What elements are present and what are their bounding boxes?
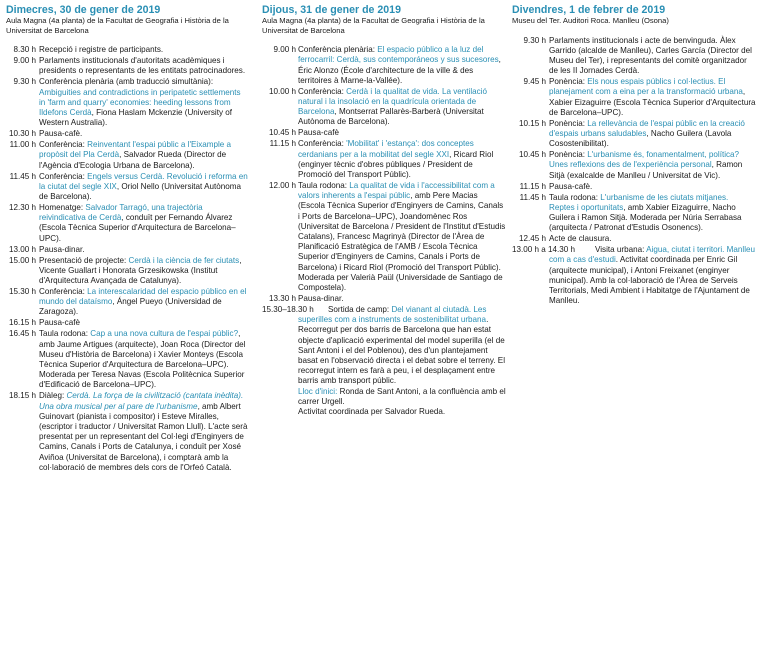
- schedule-entry: [262, 181, 506, 293]
- entry-text: Recepció i registre de participants.: [39, 45, 164, 55]
- entry-detail: , Fiona Haslam Mckenzie (University of Western Australia).: [39, 108, 232, 128]
- entry-time: 11.45 h: [9, 171, 36, 181]
- entry-time: 15.30 h: [8, 287, 36, 297]
- schedule-entry: [512, 245, 756, 306]
- schedule-entry: [6, 329, 248, 390]
- entry-time: 9.45 h: [523, 77, 546, 87]
- day-heading: Divendres, 1 de febrer de 2019: [512, 4, 666, 16]
- schedule-entry: [6, 56, 248, 76]
- day-column-thursday: [262, 4, 506, 418]
- entry-time: 8.30 h: [13, 45, 36, 55]
- schedule-entry: [512, 36, 756, 77]
- schedule-entry: [6, 172, 248, 203]
- entry-title: L'urbanisme de les ciutats mitjanes. Reptes i oportunitats: [549, 192, 729, 212]
- entry-title: El espacio público a la luz del ferrocarril: Cerdà, sus contemporáneos y sus sucesores: [298, 45, 499, 65]
- entry-time: 11.15 h: [519, 181, 546, 191]
- entry-detail: . Recorregut per dos barris de Barcelona que han estat objecte d'aplicació experimental del model superilla (el de Sant Antoni i el del Poblenou), des d'un plantejament basat en l'observació directa i el debat sobre el terreny. El recorregut intern es farà a peu, i el desplaçament entre barris amb transport públic.: [298, 315, 505, 386]
- entry-title: Ambiguities and contradictions in peripatetic settlements in 'farm and quarry' economies: heeding lessons from Ildefons Cerdà: [39, 87, 241, 117]
- entry-text: Pausa-cafè.: [549, 181, 593, 191]
- schedule-entry: [512, 234, 756, 244]
- entry-time: 10.15 h: [518, 118, 546, 128]
- entry-time: 10.00 h: [268, 86, 296, 96]
- entry-detail: , Ricard Riol (enginyer tècnic d'obres públiques / President de Promoció del Transport Públic).: [298, 149, 494, 180]
- entry-time: 15.00 h: [8, 255, 36, 265]
- schedule-entry: [262, 45, 506, 86]
- entry-title: Reinventant l'espai públic a l'Eixample a propòsit del Pla Cerdà: [39, 140, 232, 160]
- entry-time: 9.00 h: [13, 56, 36, 66]
- entry-text: Taula rodona:: [298, 181, 350, 191]
- day-column-friday: [512, 4, 756, 307]
- schedule-entry: [6, 318, 248, 328]
- entry-text: Parlaments institucionals i acte de benvinguda. Àlex Garrido (alcalde de Manlleu), Carles García (Director del Museu del Ter), i representants del comitè organitzador de les II Jornades Cerdà.: [549, 35, 752, 76]
- entry-text: Ponència:: [549, 77, 588, 87]
- entry-text: Parlaments institucionals d'autoritats acadèmiques i presidents o representants de les entitats patrocinadores.: [39, 56, 246, 76]
- entry-time: 11.15 h: [269, 139, 296, 149]
- schedule-entry: [262, 305, 506, 417]
- entry-title: La rellevància de l'espai públic en la creació d'espais urbans saludables: [549, 118, 745, 139]
- start-place-label: Lloc d'inici:: [298, 386, 338, 396]
- schedule-entry: [512, 77, 756, 118]
- entry-time: 11.45 h: [519, 192, 546, 202]
- entry-detail: , Salvador Rueda (Director de l'Agència d'Ecologia Urbana de Barcelona).: [39, 150, 227, 170]
- entry-title: La interescalaridad del espacio público en el mundo del dataísmo: [39, 287, 247, 307]
- coordinator-text: Activitat coordinada per Salvador Rueda.: [298, 407, 446, 417]
- entry-time: 15.30–18.30 h: [262, 305, 314, 315]
- schedule-entry: [6, 391, 248, 473]
- entry-time: 13.00 h: [8, 244, 36, 254]
- schedule-entry: [262, 294, 506, 304]
- entry-title: Del vianant al ciutadà. Les superilles com a instruments de sostenibilitat urbana: [298, 305, 487, 325]
- start-place-text: Ronda de Sant Antoni, a la confluència amb el carrer Urgell.: [298, 386, 506, 406]
- entry-time: 9.30 h: [523, 35, 546, 45]
- entry-text: Conferència:: [39, 140, 88, 150]
- entry-detail: . Activitat coordinada per Enric Gil (arquitecte municipal), i Antoni Freixanet (enginyer municipal). Amb la col·laboració de l'Àrea de Serveis Territorials, Medi Ambient i Habitatge de l'Ajuntament de Manlleu.: [549, 255, 750, 306]
- schedule-entry: [512, 150, 756, 181]
- entry-detail: , amb Albert Guinovart (pianista i compositor) i Esteve Miralles, (escriptor i traductor / Universitat Ramon Llull). L'acte serà presentat per un representant del Col·legi d'Enginyers de Camins, Canals i Ports de Catalunya, i conduït per Xosé Aviñoa (Universitat de Barcelona), i comptarà amb la col·laboració de membres dels cors de l'Orfeó Català.: [39, 401, 248, 472]
- entry-text: Visita urbana:: [595, 245, 647, 255]
- entry-text: Conferència:: [39, 287, 88, 297]
- entry-text: Pausa-dinar.: [298, 294, 344, 304]
- schedule-entry: [6, 245, 248, 255]
- entry-detail: , Montserrat Pallarès-Barberà (Universitat Autònoma de Barcelona).: [298, 107, 484, 127]
- entry-title: Els nous espais públics i col·lectius. El planejament com a eina per a la transformació urbana: [549, 77, 743, 97]
- entry-detail: , Ángel Pueyo (Universidad de Zaragoza).: [39, 297, 222, 317]
- day-heading: Dimecres, 30 de gener de 2019: [6, 4, 161, 16]
- entry-text: Conferència:: [39, 171, 88, 181]
- entry-text: Sortida de camp:: [328, 305, 392, 315]
- entry-time: 12.30 h: [8, 203, 36, 213]
- entry-title: Engels versus Cerdà. Revolució i reforma en la ciutat del segle XIX: [39, 171, 248, 191]
- entry-text: Conferència plenària (amb traducció simultània):: [39, 77, 214, 87]
- entry-text: Pausa-cafè: [298, 128, 339, 138]
- day-heading: Dijous, 31 de gener de 2019: [262, 4, 401, 16]
- schedule-entry: [262, 87, 506, 128]
- entry-detail: , amb Xabier Eizaguirre, Nacho Guilera i Ramon Sitjà. Moderada per Núria Serrabasa (arquitecta / Patronat d'Estudis Osonencs).: [549, 202, 742, 233]
- entry-detail: , amb Jaume Artigues (arquitecte), Joan Roca (Director del Museu d'Història de Barcelona) i Xavier Monteys (Escola Tècnica Superior d'Arquitectura de Barcelona–UPC). Moderada per Teresa Navas (Escola Politècnica Superior d'Edificació de Barcelona–UPC).: [39, 329, 246, 390]
- entry-text: Conferència:: [298, 86, 347, 96]
- entry-detail: , Xabier Eizaguirre (Escola Tècnica Superior d'Arquitectura de Barcelona–UPC).: [549, 87, 756, 117]
- entry-text: Pausa-cafè.: [39, 129, 83, 139]
- entry-time: 12.45 h: [518, 234, 546, 244]
- entry-text: Pausa-cafè: [39, 318, 80, 328]
- entry-text: Ponència:: [549, 150, 588, 160]
- entry-title: Cerdà. La força de la civilització (cantata inèdita). Una obra musical per al pare de l'urbanisme: [39, 391, 244, 411]
- entry-title: Cerdà i la ciència de fer ciutats: [128, 255, 240, 265]
- entry-text: Conferència:: [298, 139, 347, 149]
- entry-time: 13.00 h a 14.30 h: [512, 245, 576, 255]
- schedule-entry: [262, 139, 506, 180]
- entry-detail: , Vicente Guallart i Honorata Grzesikowska (Institut d'Arquitectura Avançada de Catalunya).: [39, 255, 242, 286]
- schedule-entry: [6, 287, 248, 318]
- entry-detail: , Éric Alonzo (École d'architecture de la ville & des territoires à Marne-la-Vallée).: [298, 55, 501, 85]
- schedule-entry: [6, 45, 248, 55]
- entry-text: Diàleg:: [39, 391, 67, 401]
- entry-title: La qualitat de vida i l'accessibilitat com a valors inherents a l'espai públic: [298, 181, 495, 201]
- entry-time: 16.15 h: [8, 318, 36, 328]
- entry-text: Presentació de projecte:: [39, 255, 129, 265]
- schedule-entry: [6, 129, 248, 139]
- entry-text: Ponència:: [549, 118, 588, 128]
- schedule-entry: [512, 193, 756, 234]
- venue-text: Museu del Ter. Auditori Roca. Manlleu (Osona): [512, 16, 669, 25]
- entry-detail: , Oriol Nello (Universitat Autònoma de Barcelona).: [39, 181, 241, 202]
- entry-detail: , Ramon Sitjà (exalcalde de Manlleu / Universitat de Vic).: [549, 160, 743, 180]
- entry-time: 10.30 h: [8, 129, 36, 139]
- entry-time: 9.00 h: [273, 45, 296, 55]
- schedule-entry: [6, 203, 248, 244]
- entry-time: 13.30 h: [268, 294, 296, 304]
- entry-text: Homenatge:: [39, 203, 86, 213]
- entry-time: 9.30 h: [13, 77, 36, 87]
- entry-time: 18.15 h: [8, 391, 36, 401]
- entry-time: 10.45 h: [268, 128, 296, 138]
- schedule-entry: [512, 182, 756, 192]
- entry-text: Conferència plenària:: [298, 45, 378, 55]
- venue-text: Aula Magna (4a planta) de la Facultat de Geografia i Història de la Universitat de Barcelona: [6, 16, 229, 35]
- entry-text: Pausa-dinar.: [39, 244, 85, 254]
- entry-title: Salvador Tarragó, una trajectòria reivindicativa de Cerdà: [39, 203, 203, 223]
- schedule-entry: [512, 119, 756, 150]
- entry-title: Cerdà i la qualitat de vida. La ventilació natural i la insolació en la quadrícula orientada de Barcelona: [298, 86, 487, 117]
- entry-title: L'urbanisme és, fonamentalment, política? Unes reflexions des de l'experiència personal: [549, 150, 740, 170]
- schedule-entry: [6, 140, 248, 171]
- entry-time: 16.45 h: [8, 329, 36, 339]
- entry-detail: , amb Pere Macias (Escola Tècnica Superior d'Enginyers de Camins, Canals i Ports de Barcelona–UPC), Joandomènec Ros (Universitat de Barcelona / President de l'Institut d'Estudis Catalans), Francesc Magrinyà (Director de l'Àrea de Planificació Estratègica de l'AMB / Escola Tècnica Superior d'Enginyers de Camins, Canals i Ports de Barcelona) i Ricard Riol (Promoció del Transport Públic). Moderada per Valerià Paül (Universidade de Santiago de Compostela).: [298, 191, 506, 293]
- entry-text: Acte de clausura.: [549, 234, 612, 244]
- entry-text: Taula rodona:: [39, 329, 91, 339]
- entry-title: Aigua, ciutat i territori. Manlleu com a cas d'estudi: [549, 245, 756, 265]
- entry-detail: , conduït per Fernando Álvarez (Escola Tècnica Superior d'Arquitectura de Barcelona–UPC).: [39, 213, 236, 243]
- entry-time: 12.00 h: [268, 181, 296, 191]
- venue-text: Aula Magna (4a planta) de la Facultat de Geografia i Història de la Universitat de Barcelona: [262, 16, 485, 35]
- entry-time: 11.00 h: [9, 140, 36, 150]
- entry-time: 10.45 h: [518, 150, 546, 160]
- schedule-entry: [6, 256, 248, 287]
- entry-title: 'Mobilitat' i 'estança': dos conceptes cerdanians per a la mobilitat del segle XXI: [298, 139, 474, 159]
- day-column-wednesday: [6, 4, 248, 474]
- entry-title: Cap a una nova cultura de l'espai públic?: [90, 329, 239, 339]
- schedule-entry: [6, 77, 248, 128]
- entry-detail: , Nacho Guilera (Lavola Cosostenibilitat).: [549, 129, 732, 149]
- entry-text: Taula rodona:: [549, 192, 601, 202]
- schedule-entry: [262, 128, 506, 138]
